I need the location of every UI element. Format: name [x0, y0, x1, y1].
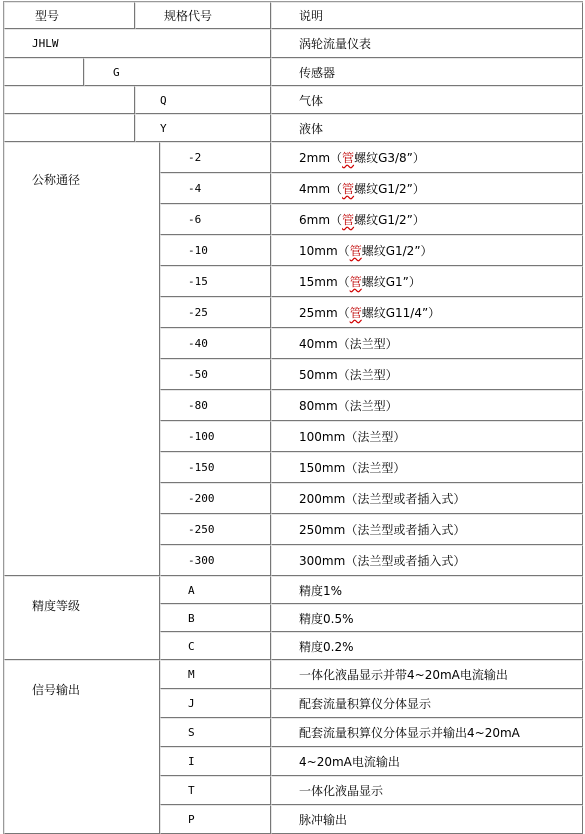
description-text: 螺纹G11/4”） [361, 306, 441, 320]
spec-code: -100 [160, 421, 271, 452]
empty-cell [4, 114, 135, 142]
description-text: 螺纹G1”） [361, 275, 421, 289]
spec-description: 精度0.2% [271, 632, 583, 660]
spec-description: 脉冲输出 [271, 805, 583, 834]
spellcheck-marked-char: 管 [342, 213, 355, 227]
medium-code: Q [135, 86, 271, 114]
spec-description [271, 390, 583, 421]
description-text: 100mm（法兰型） [299, 430, 406, 444]
spec-description [271, 235, 583, 266]
spec-description: 精度0.5% [271, 604, 583, 632]
spec-description [271, 421, 583, 452]
spec-code: -250 [160, 514, 271, 545]
spec-code: -2 [160, 142, 271, 173]
description-text: 螺纹G1/2”） [354, 213, 425, 227]
description-text: 150mm（法兰型） [299, 461, 406, 475]
spec-description: 配套流量积算仪分体显示并输出4~20mA [271, 718, 583, 747]
spec-code: -15 [160, 266, 271, 297]
spec-code: -4 [160, 173, 271, 204]
sensor-row [4, 58, 583, 86]
model-description: 涡轮流量仪表 [271, 29, 583, 58]
spellcheck-marked-char: 管 [349, 306, 362, 320]
model-row [4, 29, 583, 58]
spec-code: -300 [160, 545, 271, 576]
description-text: 10mm（ [299, 244, 350, 258]
header-description: 说明 [271, 2, 583, 29]
sensor-description: 传感器 [271, 58, 583, 86]
description-text: 300mm（法兰型或者插入式） [299, 554, 466, 568]
spec-code: C [160, 632, 271, 660]
spec-description [271, 204, 583, 235]
description-text: 80mm（法兰型） [299, 399, 398, 413]
spellcheck-marked-char: 管 [349, 244, 362, 258]
spec-code: -40 [160, 328, 271, 359]
medium-code: Y [135, 114, 271, 142]
spec-description: 一体化液晶显示 [271, 776, 583, 805]
spec-code: -10 [160, 235, 271, 266]
spec-description [271, 452, 583, 483]
group-label-signal: 信号输出 [4, 660, 160, 834]
spec-code: -6 [160, 204, 271, 235]
spec-code: P [160, 805, 271, 834]
medium-description: 气体 [271, 86, 583, 114]
description-text: 200mm（法兰型或者插入式） [299, 492, 466, 506]
table-row [4, 142, 583, 173]
spec-description [271, 514, 583, 545]
spec-code: I [160, 747, 271, 776]
description-text: 250mm（法兰型或者插入式） [299, 523, 466, 537]
spec-code: T [160, 776, 271, 805]
table-row [4, 576, 583, 604]
spec-description: 4~20mA电流输出 [271, 747, 583, 776]
empty-cell [4, 86, 135, 114]
sensor-code: G [84, 58, 271, 86]
description-text: 4mm（ [299, 182, 343, 196]
spec-description: 配套流量积算仪分体显示 [271, 689, 583, 718]
spec-description [271, 266, 583, 297]
spec-code: A [160, 576, 271, 604]
description-text: 15mm（ [299, 275, 350, 289]
medium-row-gas [4, 86, 583, 114]
spellcheck-marked-char: 管 [342, 182, 355, 196]
description-text: 6mm（ [299, 213, 343, 227]
table-row [4, 660, 583, 689]
spec-description: 精度1% [271, 576, 583, 604]
description-text: 螺纹G1/2”） [354, 182, 425, 196]
description-text: 40mm（法兰型） [299, 337, 398, 351]
spec-description [271, 173, 583, 204]
spellcheck-marked-char: 管 [342, 151, 355, 165]
spec-code: -200 [160, 483, 271, 514]
spellcheck-marked-char: 管 [349, 275, 362, 289]
spec-code: M [160, 660, 271, 689]
spec-description [271, 142, 583, 173]
model-code: JHLW [4, 29, 271, 58]
description-text: 2mm（ [299, 151, 343, 165]
spec-code: -150 [160, 452, 271, 483]
spec-code: B [160, 604, 271, 632]
spec-code: -80 [160, 390, 271, 421]
medium-description: 液体 [271, 114, 583, 142]
description-text: 25mm（ [299, 306, 350, 320]
description-text: 螺纹G1/2”） [361, 244, 433, 258]
spec-code: S [160, 718, 271, 747]
model-spec-table [3, 1, 583, 834]
spec-description [271, 545, 583, 576]
spec-description [271, 328, 583, 359]
header-model: 型号 [4, 2, 135, 29]
empty-cell [4, 58, 84, 86]
header-row [4, 2, 583, 29]
spec-description: 一体化液晶显示并带4~20mA电流输出 [271, 660, 583, 689]
medium-row-liquid [4, 114, 583, 142]
group-label-accuracy: 精度等级 [4, 576, 160, 660]
group-label-diameter: 公称通径 [4, 142, 160, 576]
spec-description [271, 483, 583, 514]
spec-description [271, 297, 583, 328]
description-text: 50mm（法兰型） [299, 368, 398, 382]
spec-code: J [160, 689, 271, 718]
header-spec-code: 规格代号 [135, 2, 271, 29]
description-text: 螺纹G3/8”） [354, 151, 425, 165]
spec-code: -25 [160, 297, 271, 328]
spec-description [271, 359, 583, 390]
spec-code: -50 [160, 359, 271, 390]
